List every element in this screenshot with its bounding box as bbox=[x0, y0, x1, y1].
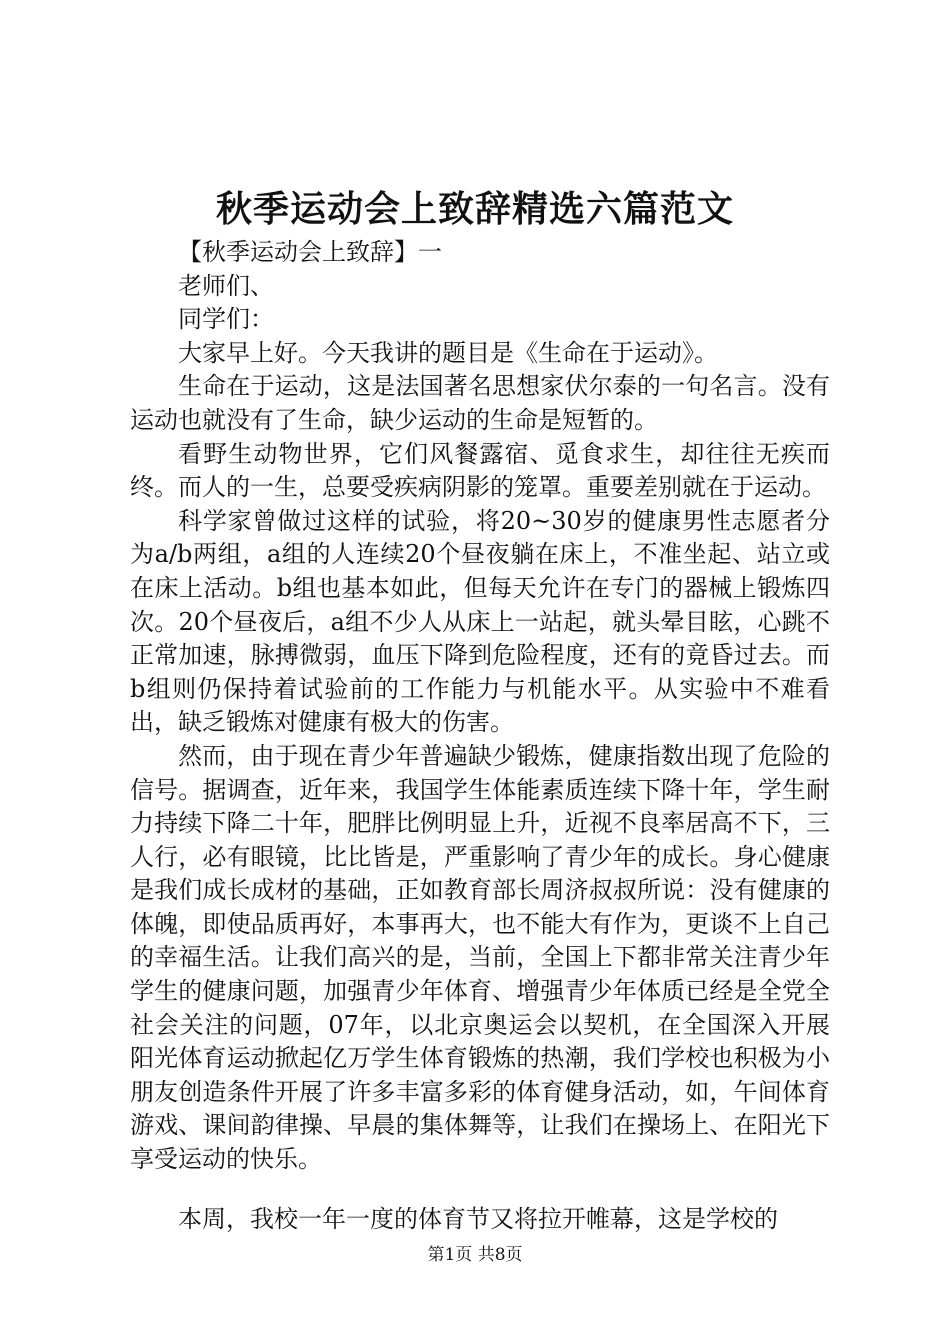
paragraph-sports-festival: 本周，我校一年一度的体育节又将拉开帷幕，这是学校的 bbox=[178, 1204, 778, 1233]
document-body bbox=[130, 236, 830, 1236]
page-footer: 第1页 共8页 bbox=[427, 1245, 523, 1265]
section-heading: 【秋季运动会上致辞】一 bbox=[178, 238, 442, 266]
paragraph-health-status: 然而，由于现在青少年普遍缺少锻炼，健康指数出现了危险的信号。据调查，近年来，我国学生体能素质连续下降十年，学生耐力持续下降二十年，肥胖比例明显上升，近视不良率居高不下，三人行，必有眼镜，比比皆是，严重影响了青少年的成长。身心健康是我们成长成材的基础，正如教育部长周济叔叔所说：没有健康的体魄，即使品质再好，本事再大，也不能大有作为，更谈不上自己的幸福生活。让我们高兴的是，当前，全国上下都非常关注青少年学生的健康问题，加强青少年体育、增强青少年体质已经是全党全社会关注的问题，07年，以北京奥运会以契机，在全国深入开展阳光体育运动掀起亿万学生体育锻炼的热潮，我们学校也积极为小朋友创造条件开展了许多丰富多彩的体育健身活动，如，午间体育游戏、课间韵律操、早晨的集体舞等，让我们在操场上、在阳光下享受运动的快乐。 bbox=[130, 741, 830, 1174]
paragraph-wildlife: 看野生动物世界，它们风餐露宿、觅食求生，却往往无疾而终。而人的一生，总要受疾病阴影的笼罩。重要差别就在于运动。 bbox=[130, 439, 830, 502]
salutation-teachers: 老师们、 bbox=[178, 271, 274, 300]
paragraph-experiment: 科学家曾做过这样的试验，将20~30岁的健康男性志愿者分为a/b两组，a组的人连续20个昼夜躺在床上，不准坐起、站立或在床上活动。b组也基本如此，但每天允许在专门的器械上锻炼四次。20个昼夜后，a组不少人从床上一站起，就头晕目眩，心跳不正常加速，脉搏微弱，血压下降到危险程度，还有的竟昏过去。而b组则仍保持着试验前的工作能力与机能水平。从实验中不难看出，缺乏锻炼对健康有极大的伤害。 bbox=[130, 506, 830, 737]
document-title: 秋季运动会上致辞精选六篇范文 bbox=[215, 188, 734, 230]
paragraph-quote: 生命在于运动，这是法国著名思想家伏尔泰的一句名言。没有运动也就没有了生命，缺少运动的生命是短暂的。 bbox=[130, 372, 830, 434]
paragraph-greeting: 大家早上好。今天我讲的题目是《生命在于运动》。 bbox=[178, 338, 718, 367]
salutation-students: 同学们： bbox=[178, 305, 274, 334]
